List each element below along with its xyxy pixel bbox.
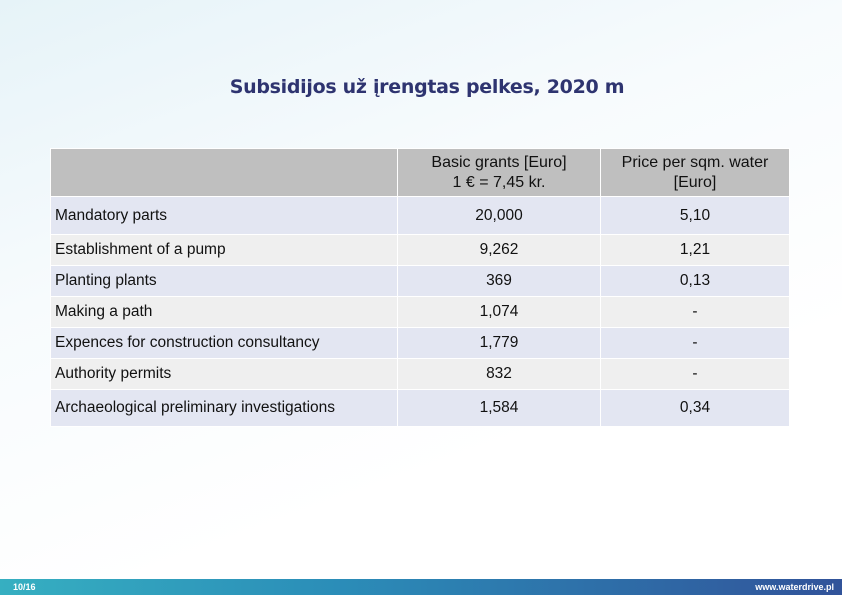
price-value: - [601, 328, 790, 359]
basic-grant-value: 832 [398, 359, 601, 390]
basic-grant-value: 369 [398, 266, 601, 297]
header-price [601, 149, 790, 197]
price-value: - [601, 297, 790, 328]
basic-grant-value: 1,584 [398, 390, 601, 427]
table-row [51, 197, 790, 235]
row-label: Expences for construction consultancy [51, 328, 398, 359]
header-empty [51, 149, 398, 197]
subsidies-table [50, 148, 790, 427]
table-row [51, 266, 790, 297]
price-value: 1,21 [601, 235, 790, 266]
table-row [51, 328, 790, 359]
table-row [51, 235, 790, 266]
basic-grant-value: 9,262 [398, 235, 601, 266]
basic-grant-value: 20,000 [398, 197, 601, 235]
basic-grant-value: 1,074 [398, 297, 601, 328]
basic-grant-value: 1,779 [398, 328, 601, 359]
header-line: Price per sqm. water [621, 153, 769, 171]
footer-bar [0, 579, 842, 595]
table-row [51, 297, 790, 328]
price-value: 0,34 [601, 390, 790, 427]
page-number: 10/16 [13, 582, 36, 592]
row-label: Making a path [51, 297, 398, 328]
price-value: 5,10 [601, 197, 790, 235]
price-value: - [601, 359, 790, 390]
row-label: Planting plants [51, 266, 398, 297]
row-label: Authority permits [51, 359, 398, 390]
price-value: 0,13 [601, 266, 790, 297]
header-line: 1 € = 7,45 kr. [452, 173, 546, 191]
row-label: Mandatory parts [51, 197, 398, 235]
row-label: Establishment of a pump [51, 235, 398, 266]
page-title: Subsidijos už įrengtas pelkes, 2020 m [229, 76, 625, 98]
header-basic-grants [398, 149, 601, 197]
table-header [51, 149, 790, 197]
website-url[interactable]: www.waterdrive.pl [755, 582, 834, 592]
header-line: Basic grants [Euro] [431, 153, 567, 171]
table-row [51, 390, 790, 427]
header-line: [Euro] [673, 173, 717, 191]
row-label: Archaeological preliminary investigations [51, 390, 398, 427]
table-row [51, 359, 790, 390]
